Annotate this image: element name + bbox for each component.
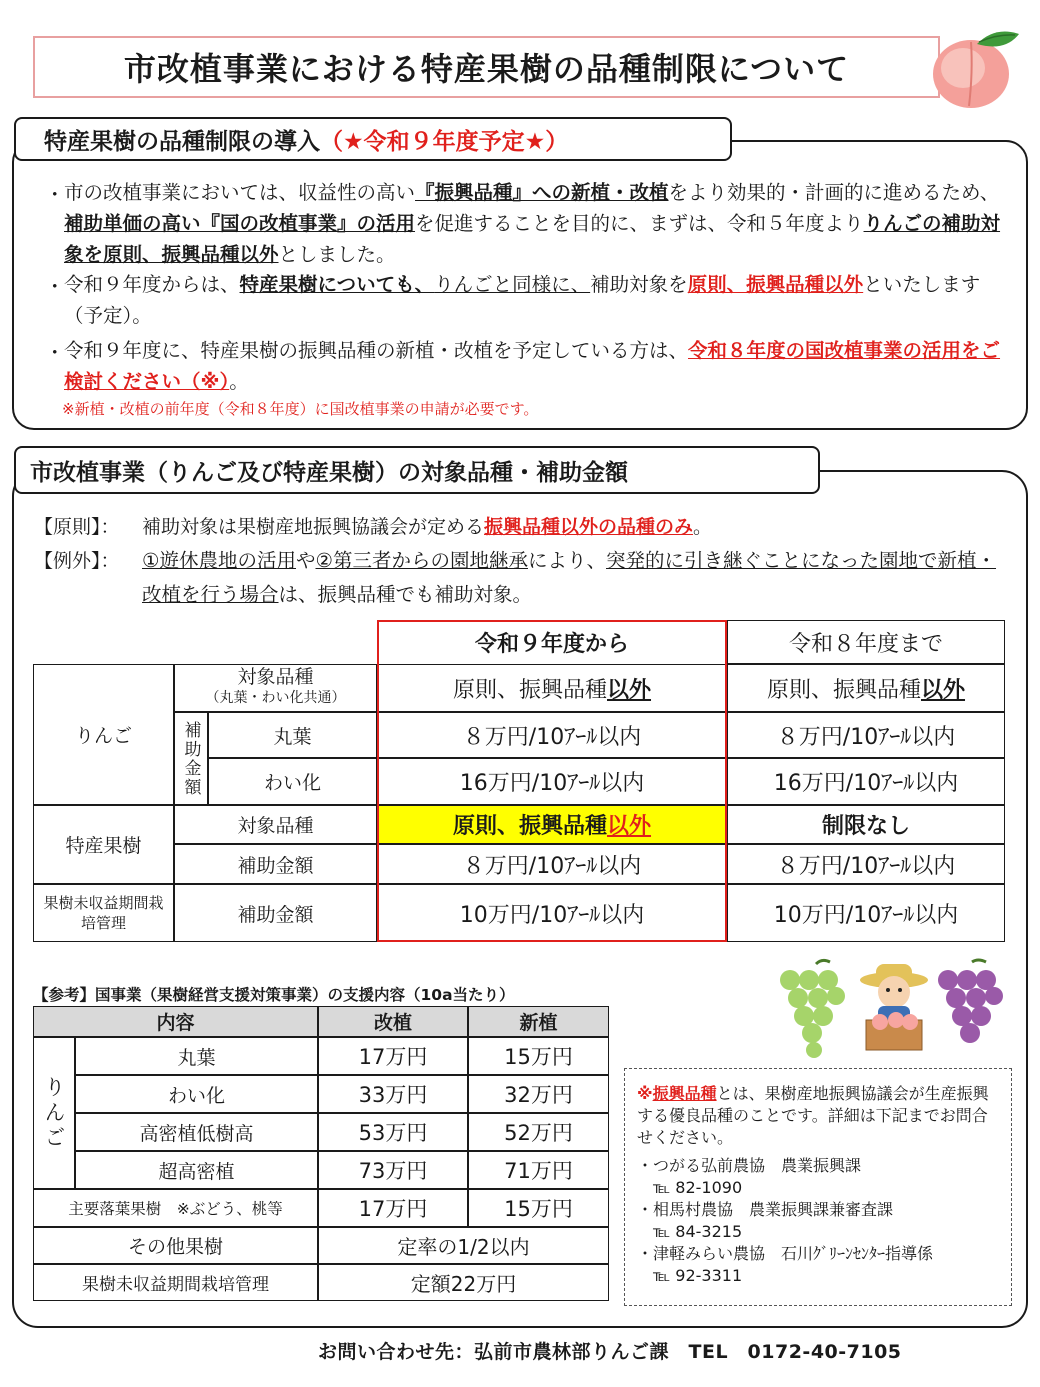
page-title [33,36,940,98]
ref-unharvested-value: 定額22万円 [318,1264,609,1301]
text-segment: 『振興品種』への新植・改植 [415,181,669,204]
variety-note-box [624,1068,1012,1306]
contact-tel: ℡ 82-1090 [653,1178,743,1197]
text-segment: ②第三者からの園地継承 [315,549,528,572]
ref-other-name: その他果樹 [33,1227,318,1264]
section1-note: ※新植・改植の前年度（令和８年度）に国改植事業の申請が必要です。 [62,400,539,418]
text-segment: といたします（予定）。 [64,273,981,327]
text-segment: としました。 [278,243,396,266]
special-target-variety: 対象品種 [174,805,377,844]
contact-tel: ℡ 92-3311 [653,1266,743,1285]
ref-row-name: わい化 [75,1075,318,1113]
ref-row-name: 超高密植 [75,1151,318,1189]
maruba-r9: ８万円/10ｱｰﾙ以内 [377,712,727,758]
contact-org: ・津軽みらい農協 石川ｸﾞﾘｰﾝｾﾝﾀｰ指導係 [637,1244,934,1263]
ref-row-shin: 15万円 [468,1037,609,1075]
special-subsidy-r9: ８万円/10ｱｰﾙ以内 [377,844,727,884]
text-segment: 補助対象は果樹産地振興協議会が定める [142,516,485,538]
row-label-apple: りんご [33,664,174,805]
text-segment: 振興品種 [652,1084,717,1103]
bullet-2: ・ [45,275,65,298]
maruba-r8: ８万円/10ｱｰﾙ以内 [727,712,1005,758]
rule-label: 【原則】： [34,516,120,538]
exception-label: 【例外】： [34,550,120,572]
special-subsidy-r8: ８万円/10ｱｰﾙ以内 [727,844,1005,884]
text-segment: 原則、振興品種 [452,677,607,703]
ref-deciduous-name: 主要落葉果樹 ※ぶどう、桃等 [33,1189,318,1227]
text-segment: とは、果樹産地振興協議会が生産振興する優良品種のことです。詳細は下記までお問合せください。 [637,1084,989,1147]
target-variety-label: 対象品種 [237,666,314,688]
section2-heading-text: 市改植事業（りんご及び特産果樹）の対象品種・補助金額 [30,459,628,486]
section1-paragraph-3 [64,335,1019,397]
text-segment: により、 [527,549,606,572]
bullet-1: ・ [45,183,65,206]
text-segment: や [295,549,316,572]
section1-paragraph-1 [64,177,1014,270]
ref-deciduous-kai: 17万円 [318,1189,468,1227]
text-segment: りんごと同様に、 [434,273,591,296]
ref-apple-label: りんご [33,1037,75,1189]
text-segment: ※ [637,1084,653,1103]
apple-variety-r8 [727,664,1005,712]
maruba-label: 丸葉 [208,712,377,758]
row-label-special-fruit: 特産果樹 [33,805,174,884]
text-segment: 特産果樹についても、 [239,273,435,296]
section1-heading [14,117,732,161]
note-definition [637,1083,1001,1149]
section1-heading-text: 特産果樹の品種制限の導入 [44,128,320,155]
text-segment: 。 [229,370,249,393]
ref-row-name: 高密植低樹高 [75,1113,318,1151]
ref-header-kaishoku: 改植 [318,1006,468,1037]
exception-text [142,544,1012,612]
purple-grapes-icon [938,960,1003,1043]
green-grapes-icon [780,960,845,1058]
text-segment: をより効果的・計画的に進めるため、 [668,181,1000,204]
apple-target-variety [174,664,377,712]
waika-r9: 16万円/10ｱｰﾙ以内 [377,758,727,805]
unharvested-subsidy-label: 補助金額 [174,884,377,942]
farmer-icon [860,964,928,1050]
target-variety-sub: （丸葉・わい化共通） [205,690,346,706]
text-segment: りんごの補助対象を原則、振興品種以外 [64,212,1001,266]
contact-org: ・つがる弘前農協 農業振興課 [637,1156,862,1175]
col-header-until-r8: 令和８年度まで [727,620,1005,664]
text-segment: 令和９年度に、特産果樹の振興品種の新植・改植を予定している方は、 [64,339,689,362]
contact-tel: ℡ 84-3215 [653,1222,743,1241]
text-segment: 以外 [607,677,652,703]
note-contacts [637,1155,1001,1287]
rule-text [142,512,712,539]
bullet-3: ・ [45,341,65,364]
contact-org: ・相馬村農協 農業振興課兼審査課 [637,1200,894,1219]
text-segment: 。 [693,516,713,538]
unharvested-r9: 10万円/10ｱｰﾙ以内 [377,884,727,942]
text-segment: 令和９年度からは、 [64,273,240,296]
ref-header-shinshoku: 新植 [468,1006,609,1037]
ref-deciduous-shin: 15万円 [468,1189,609,1227]
special-variety-r8: 制限なし [727,805,1005,844]
text-segment: を促進することを目的に、まずは、令和５年度より [415,212,864,235]
subsidy-vertical-label: 補助金額 [174,712,208,805]
text-segment: 振興品種以外の品種のみ [484,516,694,538]
text-segment: 原則、振興品種以外 [687,273,864,296]
unharvested-r8: 10万円/10ｱｰﾙ以内 [727,884,1005,942]
highlight-frame [377,620,727,942]
text-segment: 補助単価の高い『国の改植事業』の活用 [64,212,416,235]
text-segment: 補助対象を [590,273,688,296]
section1-paragraph-2 [64,269,1014,331]
ref-row-name: 丸葉 [75,1037,318,1075]
ref-header-content: 内容 [33,1006,318,1037]
ref-row-shin: 52万円 [468,1113,609,1151]
text-segment: 以外 [921,677,966,703]
text-segment: 市の改植事業においては、収益性の高い [64,181,416,204]
text-segment: ①遊休農地の活用 [142,549,296,572]
text-segment: 原則、振興品種 [766,677,921,703]
section1-heading-highlight: （★令和９年度予定★） [320,128,569,155]
ref-other-value: 定率の1/2以内 [318,1227,609,1264]
special-subsidy-label: 補助金額 [174,844,377,884]
ref-row-shin: 71万円 [468,1151,609,1189]
peach-icon [925,22,1025,112]
ref-row-kai: 33万円 [318,1075,468,1113]
page-title-text: 市改植事業における特産果樹の品種制限について [123,50,850,88]
text-segment: 原則、振興品種 [452,814,607,839]
ref-row-kai: 53万円 [318,1113,468,1151]
ref-row-kai: 17万円 [318,1037,468,1075]
text-segment: 以外 [607,814,652,839]
col-header-from-r9: 令和９年度から [474,631,629,657]
waika-r8: 16万円/10ｱｰﾙ以内 [727,758,1005,805]
footer-contact: お問い合わせ先：弘前市農林部りんご課 TEL 0172-40-7105 [318,1341,902,1363]
text-segment: 突発的に引き継ぐことになった園地で新植・改植を行う場合 [142,549,997,606]
text-segment: は、振興品種でも補助対象。 [278,583,533,606]
ref-row-kai: 73万円 [318,1151,468,1189]
ref-unharvested-name: 果樹未収益期間栽培管理 [33,1264,318,1301]
section2-heading [14,446,820,494]
text-segment: 令和８年度の国改植事業の活用をご検討ください（※） [64,339,1001,393]
ref-table-caption: 【参考】国事業（果樹経営支援対策事業）の支援内容（10a当たり） [33,986,515,1004]
ref-row-shin: 32万円 [468,1075,609,1113]
waika-label: わい化 [208,758,377,805]
farmer-grapes-illustration [776,958,1016,1062]
row-label-unharvested: 果樹未収益期間栽培管理 [33,884,174,942]
